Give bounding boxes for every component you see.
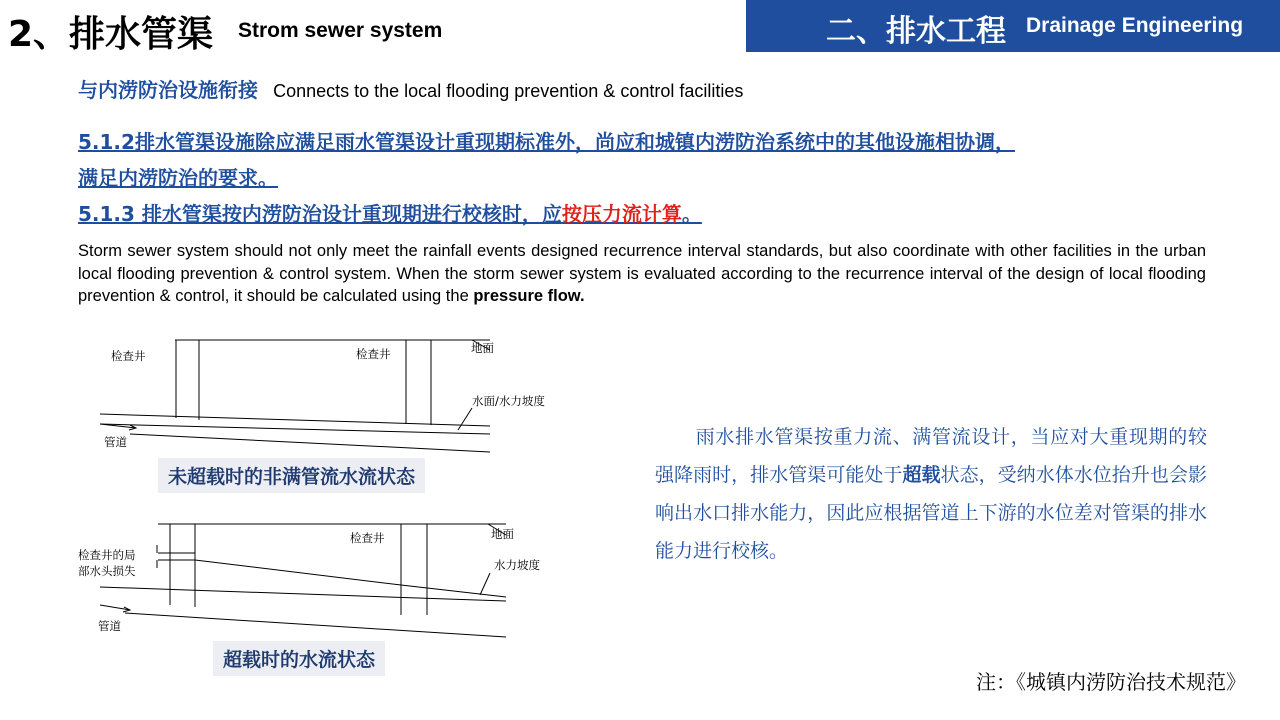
- subheading-cn: 与内涝防治设施衔接: [78, 78, 258, 102]
- hydraulic-slope-segment-2: [401, 585, 506, 597]
- clause-5-1-3-suffix: 。: [681, 202, 702, 226]
- water-surface-line: [100, 424, 490, 434]
- explanation-text-bold: 超载: [902, 464, 941, 486]
- explanation-text-after: 状态，受纳水体水位抬升也会影响出水口排水能力，因此应根据管道上下游的水位差对管渠的排水能力进行校核。: [655, 464, 1207, 562]
- pipe-top-wall: [100, 587, 506, 601]
- diagram-caption-surcharged: 超载时的水流状态: [213, 641, 385, 676]
- explanation-text-before: 雨水排水管渠按重力流、满管流设计，当应对大重现期的较强降雨时，排水管渠可能处于: [655, 426, 1207, 486]
- clause-5-1-2-line-1: 5.1.2排水管渠设施除应满足雨水管渠设计重现期标准外，尚应和城镇内涝防治系统中的其他设施相协调，: [78, 130, 1015, 154]
- slide-title-cn: 2、排水管渠: [8, 14, 214, 55]
- label-ground: 地面: [471, 341, 494, 355]
- explanation-paragraph: [655, 418, 1207, 570]
- pipe-bottom-wall: [125, 613, 506, 637]
- banner-title-cn: 二、排水工程: [826, 14, 1006, 49]
- clause-5-1-3-highlight: 按压力流计算: [561, 202, 682, 226]
- section-banner: [746, 0, 1280, 52]
- slope-leader: [480, 573, 490, 595]
- label-pipe: 管道: [104, 435, 127, 449]
- subheading: [78, 74, 743, 103]
- clause-5-1-3-prefix: 5.1.3 排水管渠按内涝防治设计重现期进行校核时，应: [78, 202, 562, 226]
- water-surface-leader: [458, 408, 472, 430]
- diagram-surcharged: [70, 515, 530, 645]
- clause-5-1-3: [78, 198, 702, 227]
- label-manhole-1: 检查井: [111, 349, 146, 363]
- label-local-head-loss-line-1: 检查井的局: [78, 548, 136, 562]
- label-water-surface: 水面/水力坡度: [472, 394, 545, 408]
- english-paragraph-bold: pressure flow.: [473, 287, 585, 305]
- footnote: 注：《城镇内涝防治技术规范》: [976, 670, 1246, 694]
- hydraulic-slope-segment-1: [195, 560, 401, 585]
- english-paragraph-text: Storm sewer system should not only meet the rainfall events designed recurrence interval standards, but also coordinate with other facilities in the urban local flooding prevention & control system. When the storm sewer system is evaluated according to the recurrence interval of the design of local flooding prevention & control, it should be calculated using the: [78, 242, 1206, 305]
- label-manhole: 检查井: [350, 531, 385, 545]
- label-manhole-2: 检查井: [356, 347, 391, 361]
- subheading-en: Connects to the local flooding prevention & control facilities: [273, 81, 744, 101]
- label-pipe: 管道: [98, 619, 121, 633]
- label-local-head-loss-line-2: 部水头损失: [78, 564, 136, 578]
- clause-5-1-2-line-2: 满足内涝防治的要求。: [78, 166, 278, 190]
- label-ground: 地面: [491, 527, 514, 541]
- pipe-bottom-wall: [130, 434, 490, 452]
- diagram-caption-non-surcharged: 未超载时的非满管流水流状态: [158, 458, 425, 493]
- banner-title-en: Drainage Engineering: [1026, 14, 1244, 37]
- slide-title-en: Strom sewer system: [238, 19, 443, 42]
- label-hydraulic-slope: 水力坡度: [494, 558, 540, 572]
- english-paragraph: [78, 240, 1206, 308]
